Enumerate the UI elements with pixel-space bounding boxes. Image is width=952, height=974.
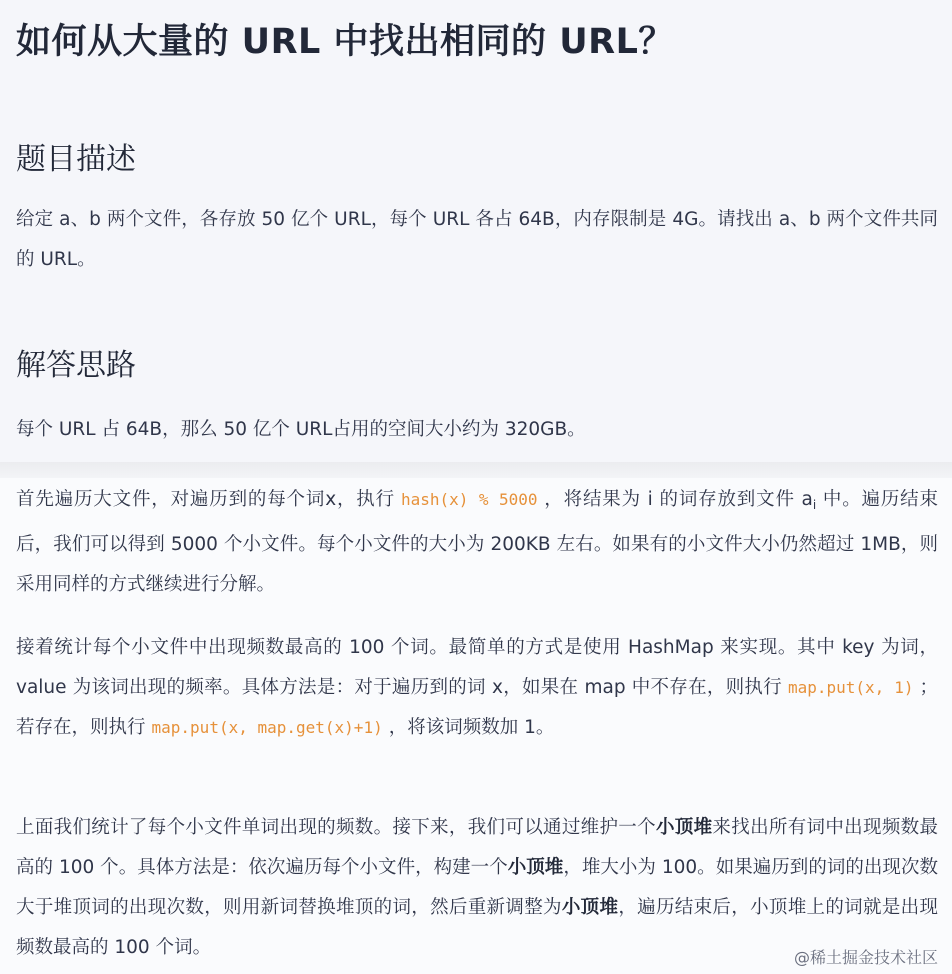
heading-solution-approach: 解答思路	[16, 348, 136, 383]
paragraph-hash-split	[16, 480, 938, 605]
para3-text-2: 来找出所有词中出现频数最高的 100 个。具体方法是：依次遍历每个小文件，构建一个	[16, 817, 938, 878]
solution-approach-text: 每个 URL 占 64B，那么 50 亿个 URL占用的空间大小约为 320GB。	[16, 419, 586, 440]
code-map-put: map.put(x, 1)	[787, 678, 914, 697]
problem-description-text: 给定 a、b 两个文件，各存放 50 亿个 URL，每个 URL 各占 64B，内存限制是 4G。请找出 a、b 两个文件共同的 URL。	[16, 209, 938, 270]
para3-text-1: 上面我们统计了每个小文件单词出现的频数。接下来，我们可以通过维护一个	[16, 817, 656, 838]
para1-text-1: 首先遍历大文件，对遍历到的每个词x，执行	[16, 489, 395, 510]
paragraph-hashmap-count	[16, 628, 938, 748]
para1-text-2: ，将结果为 i 的词存放到文件 a	[543, 489, 813, 510]
para2-text-3: ，将该词频数加 1。	[388, 717, 555, 738]
heading-problem-description: 题目描述	[16, 142, 136, 177]
para2-text-1: 接着统计每个小文件中出现频数最高的 100 个词。最简单的方式是使用 HashMap 来实现。其中 key 为词，value 为该词出现的频率。具体方法是：对于遍历到的词 x，如果在 map 中不存在，则执行	[16, 637, 938, 698]
para3-text-4: ，遍历结束后，小顶堆上的词就是出现频数最高的 100 个词。	[16, 897, 938, 958]
subscript-i: i	[812, 498, 817, 512]
top-section	[0, 0, 952, 462]
para2-text-2: ；若存在，则执行	[16, 677, 938, 738]
min-heap-term-2: 小顶堆	[507, 857, 564, 878]
min-heap-term-3: 小顶堆	[561, 897, 619, 918]
watermark: @稀土掘金技术社区	[793, 948, 938, 967]
code-map-put-increment: map.put(x, map.get(x)+1)	[151, 718, 383, 737]
para1-text-3: 中。遍历结束后，我们可以得到 5000 个小文件。每个小文件的大小为 200KB 左右。如果有的小文件大小仍然超过 1MB，则采用同样的方式继续进行分解。	[16, 489, 939, 595]
article-title: 如何从大量的 URL 中找出相同的 URL？	[16, 22, 674, 62]
code-hash-mod: hash(x) % 5000	[400, 490, 538, 509]
paragraph-min-heap	[16, 808, 938, 968]
bottom-section	[0, 478, 952, 974]
section-divider	[0, 462, 952, 478]
min-heap-term-1: 小顶堆	[655, 817, 713, 838]
para3-text-3: ，堆大小为 100。如果遍历到的词的出现次数大于堆顶词的出现次数，则用新词替换堆顶的词，然后重新调整为	[16, 857, 938, 918]
